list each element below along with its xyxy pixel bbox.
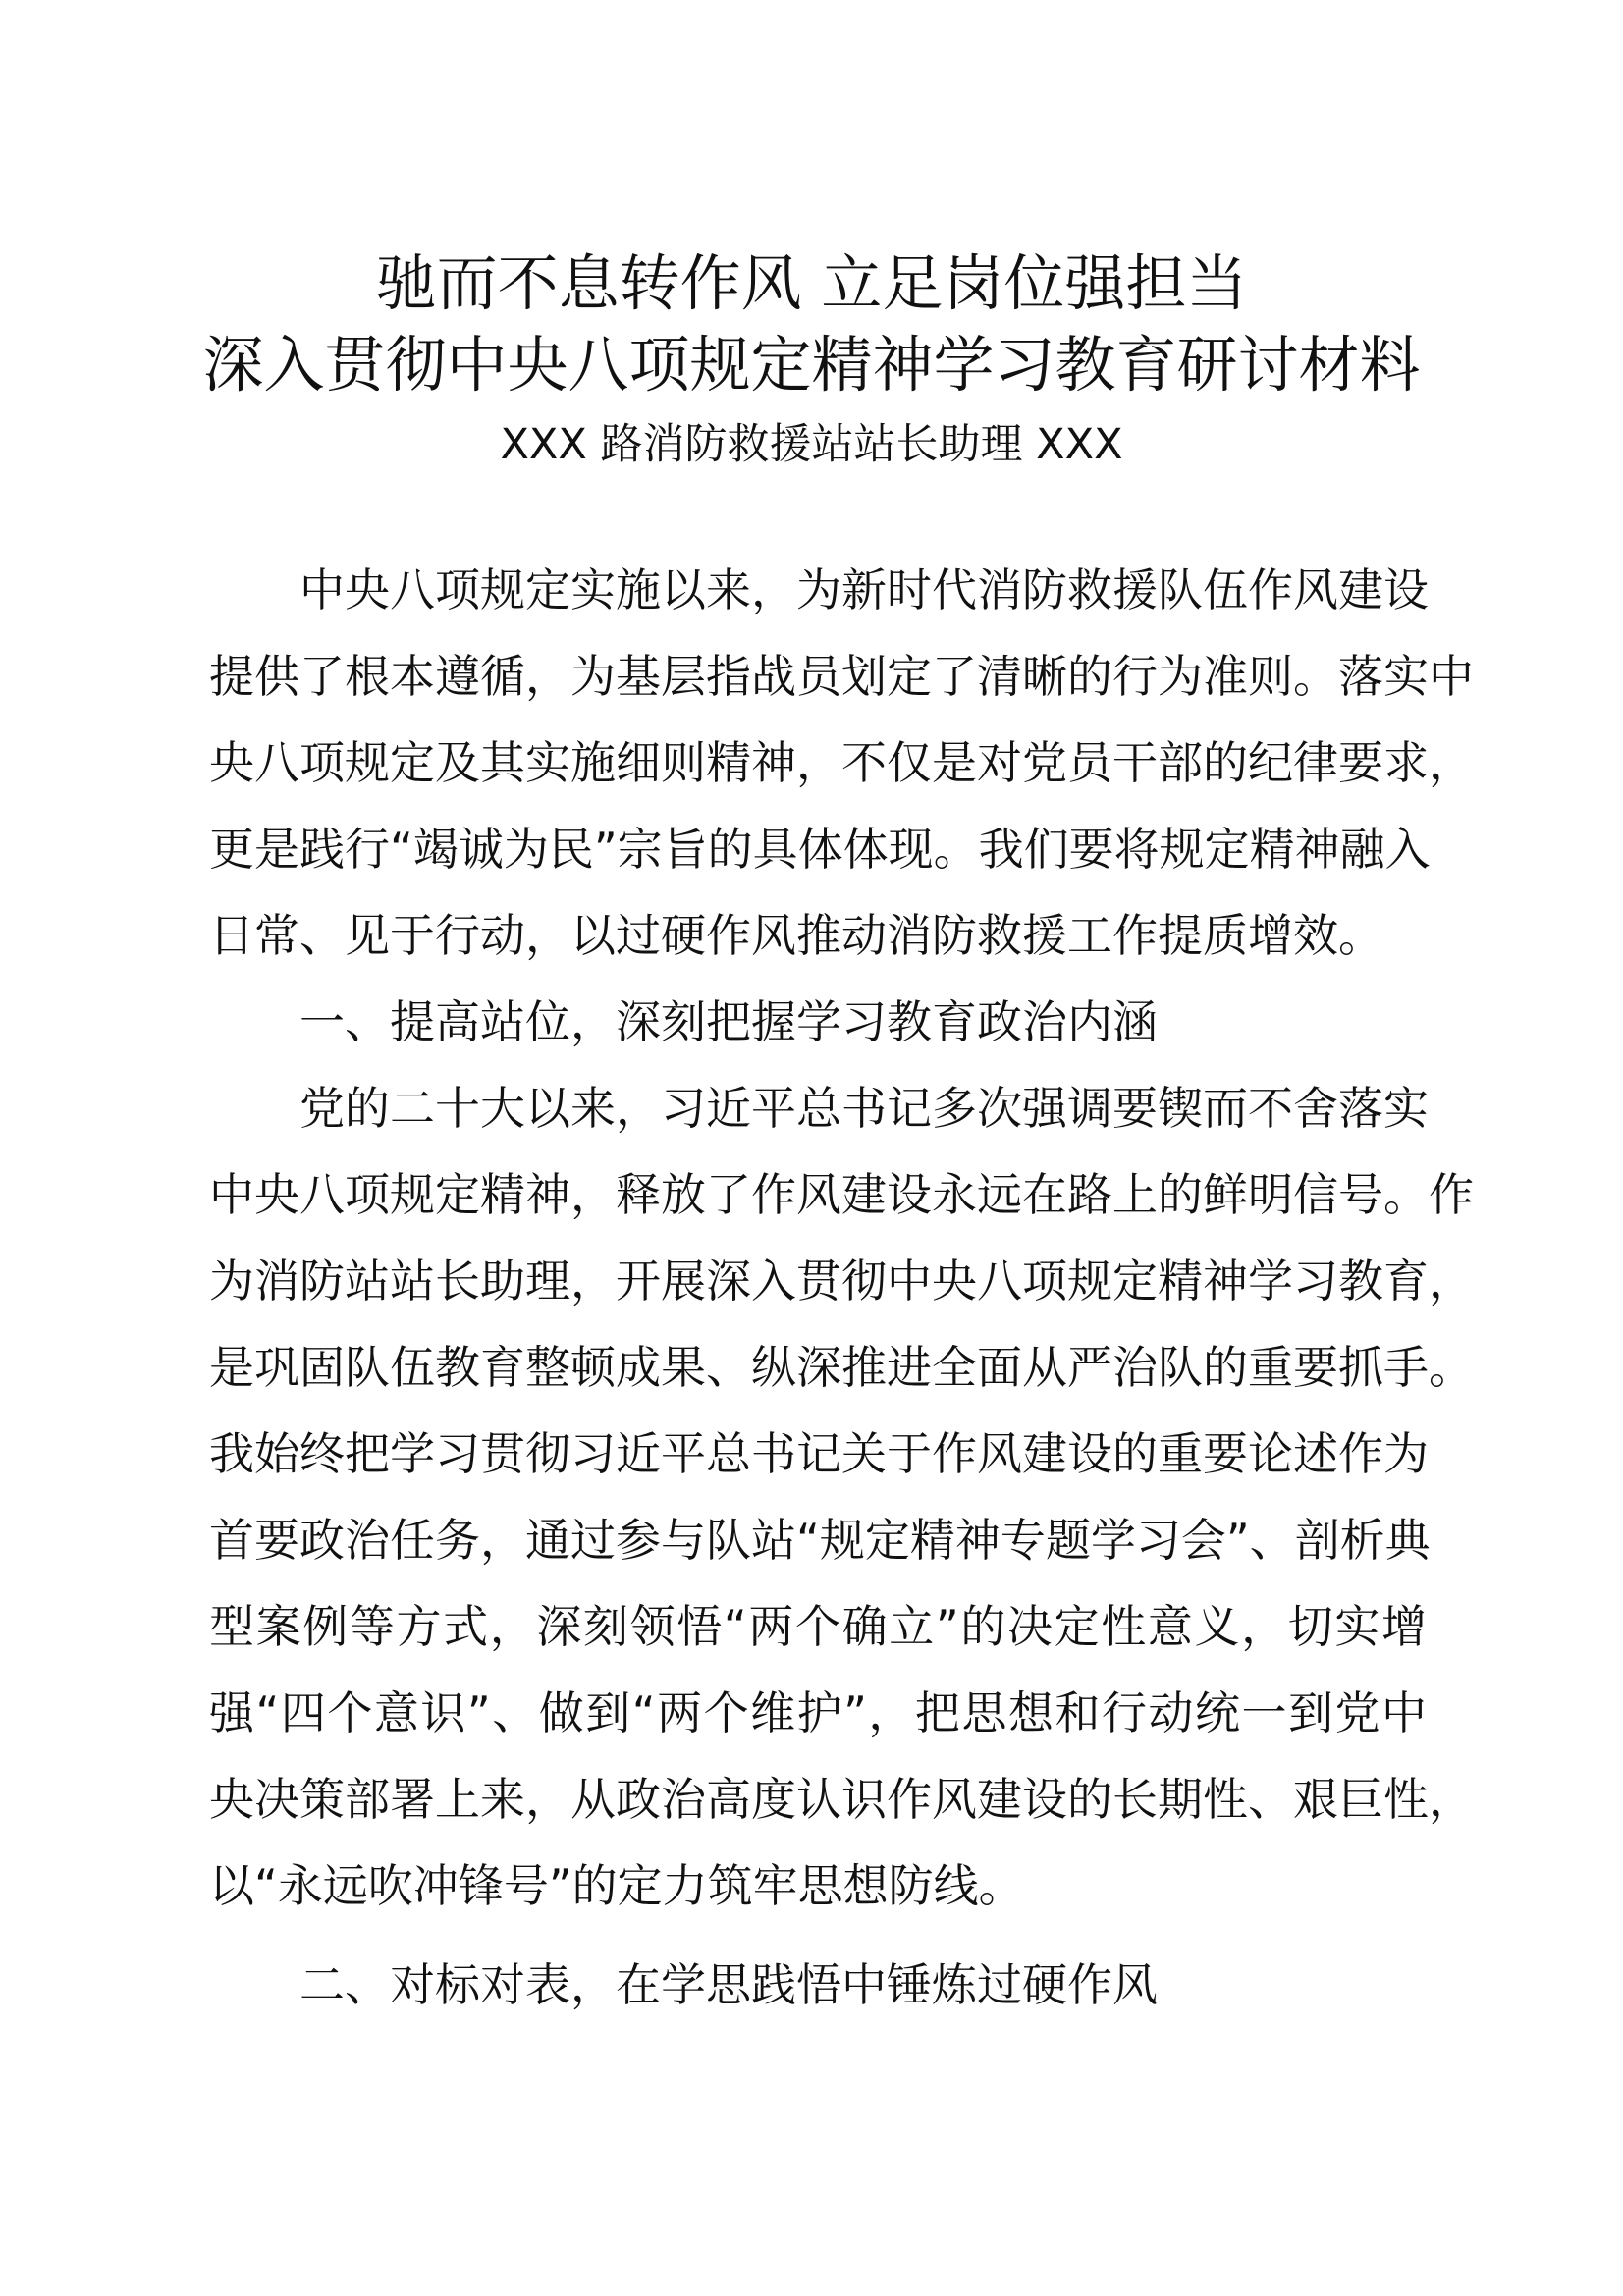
body-line: 首要政治任务，通过参与队站“规定精神专题学习会”、剖析典 [209,1514,1431,1567]
section-heading: 二、对标对表，在学思践悟中锤炼过硬作风 [299,1958,1158,2011]
body-line: 以“永远吹冲锋号”的定力筑牢思想防线。 [209,1859,1024,1912]
body-line: 型案例等方式，深刻领悟“两个确立”的决定性意义，切实增 [209,1600,1427,1653]
body-line: 我始终把学习贯彻习近平总书记关于作风建设的重要论述作为 [209,1427,1429,1480]
body-line: 中央八项规定精神，释放了作风建设永远在路上的鲜明信号。作 [209,1168,1474,1221]
body-line: 为消防站站长助理，开展深入贯彻中央八项规定精神学习教育， [209,1255,1474,1308]
body-line: 央决策部署上来，从政治高度认识作风建设的长期性、艰巨性， [209,1773,1474,1826]
document-title-line-2: 深入贯彻中央八项规定精神学习教育研讨材料 [202,329,1421,400]
body-line: 强“四个意识”、做到“两个维护”，把思想和行动统一到党中 [209,1686,1427,1739]
document-title-line-1: 驰而不息转作风 立足岗位强担当 [375,247,1248,319]
body-line: 党的二十大以来，习近平总书记多次强调要锲而不舍落实 [299,1082,1429,1135]
body-line: 央八项规定及其实施细则精神，不仅是对党员干部的纪律要求， [209,736,1474,789]
body-line: 日常、见于行动，以过硬作风推动消防救援工作提质增效。 [209,909,1383,962]
author-byline: XXX 路消防救援站站长助理 XXX [500,420,1123,469]
body-line: 是巩固队伍教育整顿成果、纵深推进全面从严治队的重要抓手。 [209,1341,1474,1394]
body-line: 中央八项规定实施以来，为新时代消防救援队伍作风建设 [299,563,1429,616]
section-heading: 一、提高站位，深刻把握学习教育政治内涵 [299,995,1158,1048]
body-line: 提供了根本遵循，为基层指战员划定了清晰的行为准则。落实中 [209,650,1474,703]
body-line: 更是践行“竭诚为民”宗旨的具体体现。我们要将规定精神融入 [209,823,1431,876]
